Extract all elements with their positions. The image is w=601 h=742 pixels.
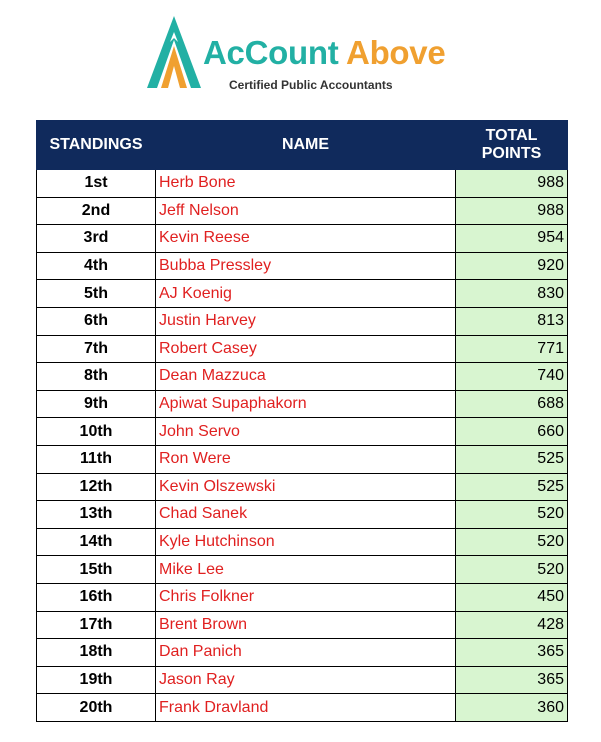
company-logo: [145, 14, 445, 96]
table-row: [37, 170, 568, 198]
table-row: [37, 390, 568, 418]
brand-tagline: Certified Public Accountants: [229, 78, 393, 92]
table-row: [37, 639, 568, 667]
standing-cell: 16th: [37, 583, 156, 611]
points-cell: 830: [456, 280, 568, 308]
standings-table-container: [36, 120, 567, 722]
standing-cell: 9th: [37, 390, 156, 418]
points-cell: 450: [456, 583, 568, 611]
table-row: [37, 611, 568, 639]
name-cell: Mike Lee: [156, 556, 456, 584]
standings-table: [36, 120, 568, 722]
name-cell: Dan Panich: [156, 639, 456, 667]
name-cell: Brent Brown: [156, 611, 456, 639]
name-cell: Justin Harvey: [156, 307, 456, 335]
standing-cell: 12th: [37, 473, 156, 501]
name-cell: AJ Koenig: [156, 280, 456, 308]
name-cell: Dean Mazzuca: [156, 363, 456, 391]
brand-name-part1: AcCount: [203, 34, 339, 71]
standing-cell: 5th: [37, 280, 156, 308]
standing-cell: 4th: [37, 252, 156, 280]
name-cell: Kyle Hutchinson: [156, 528, 456, 556]
points-cell: 988: [456, 197, 568, 225]
table-row: [37, 252, 568, 280]
standing-cell: 8th: [37, 363, 156, 391]
header-standings: STANDINGS: [37, 121, 156, 170]
table-row: [37, 307, 568, 335]
logo-a-mark-icon: [145, 14, 203, 90]
points-cell: 525: [456, 473, 568, 501]
points-cell: 740: [456, 363, 568, 391]
standing-cell: 19th: [37, 666, 156, 694]
points-cell: 365: [456, 666, 568, 694]
points-cell: 525: [456, 445, 568, 473]
standing-cell: 10th: [37, 418, 156, 446]
name-cell: Jason Ray: [156, 666, 456, 694]
table-row: [37, 556, 568, 584]
points-cell: 520: [456, 556, 568, 584]
header-name: NAME: [156, 121, 456, 170]
standing-cell: 18th: [37, 639, 156, 667]
points-cell: 688: [456, 390, 568, 418]
table-row: [37, 445, 568, 473]
standing-cell: 17th: [37, 611, 156, 639]
table-row: [37, 473, 568, 501]
points-cell: 360: [456, 694, 568, 722]
table-row: [37, 335, 568, 363]
points-cell: 520: [456, 528, 568, 556]
standing-cell: 7th: [37, 335, 156, 363]
standing-cell: 20th: [37, 694, 156, 722]
table-row: [37, 197, 568, 225]
name-cell: Robert Casey: [156, 335, 456, 363]
standing-cell: 11th: [37, 445, 156, 473]
standing-cell: 6th: [37, 307, 156, 335]
points-cell: 365: [456, 639, 568, 667]
standing-cell: 2nd: [37, 197, 156, 225]
points-cell: 660: [456, 418, 568, 446]
table-row: [37, 666, 568, 694]
standing-cell: 13th: [37, 501, 156, 529]
name-cell: Chris Folkner: [156, 583, 456, 611]
table-header-row: [37, 121, 568, 170]
name-cell: John Servo: [156, 418, 456, 446]
points-cell: 920: [456, 252, 568, 280]
name-cell: Kevin Olszewski: [156, 473, 456, 501]
name-cell: Bubba Pressley: [156, 252, 456, 280]
standing-cell: 14th: [37, 528, 156, 556]
header-total-points: [456, 121, 568, 170]
name-cell: Chad Sanek: [156, 501, 456, 529]
points-cell: 520: [456, 501, 568, 529]
brand-name: [203, 36, 445, 69]
points-cell: 954: [456, 225, 568, 253]
table-row: [37, 418, 568, 446]
table-row: [37, 694, 568, 722]
table-row: [37, 280, 568, 308]
name-cell: Herb Bone: [156, 170, 456, 198]
table-body: [37, 170, 568, 722]
name-cell: Frank Dravland: [156, 694, 456, 722]
table-row: [37, 225, 568, 253]
table-row: [37, 528, 568, 556]
standing-cell: 1st: [37, 170, 156, 198]
table-row: [37, 501, 568, 529]
standing-cell: 15th: [37, 556, 156, 584]
points-cell: 988: [456, 170, 568, 198]
header-points-line2: POINTS: [481, 145, 542, 162]
name-cell: Ron Were: [156, 445, 456, 473]
brand-name-part2: Above: [346, 34, 446, 71]
name-cell: Jeff Nelson: [156, 197, 456, 225]
table-row: [37, 583, 568, 611]
header-points-line1: TOTAL: [485, 126, 538, 144]
name-cell: Kevin Reese: [156, 225, 456, 253]
points-cell: 771: [456, 335, 568, 363]
points-cell: 428: [456, 611, 568, 639]
standing-cell: 3rd: [37, 225, 156, 253]
points-cell: 813: [456, 307, 568, 335]
table-row: [37, 363, 568, 391]
name-cell: Apiwat Supaphakorn: [156, 390, 456, 418]
